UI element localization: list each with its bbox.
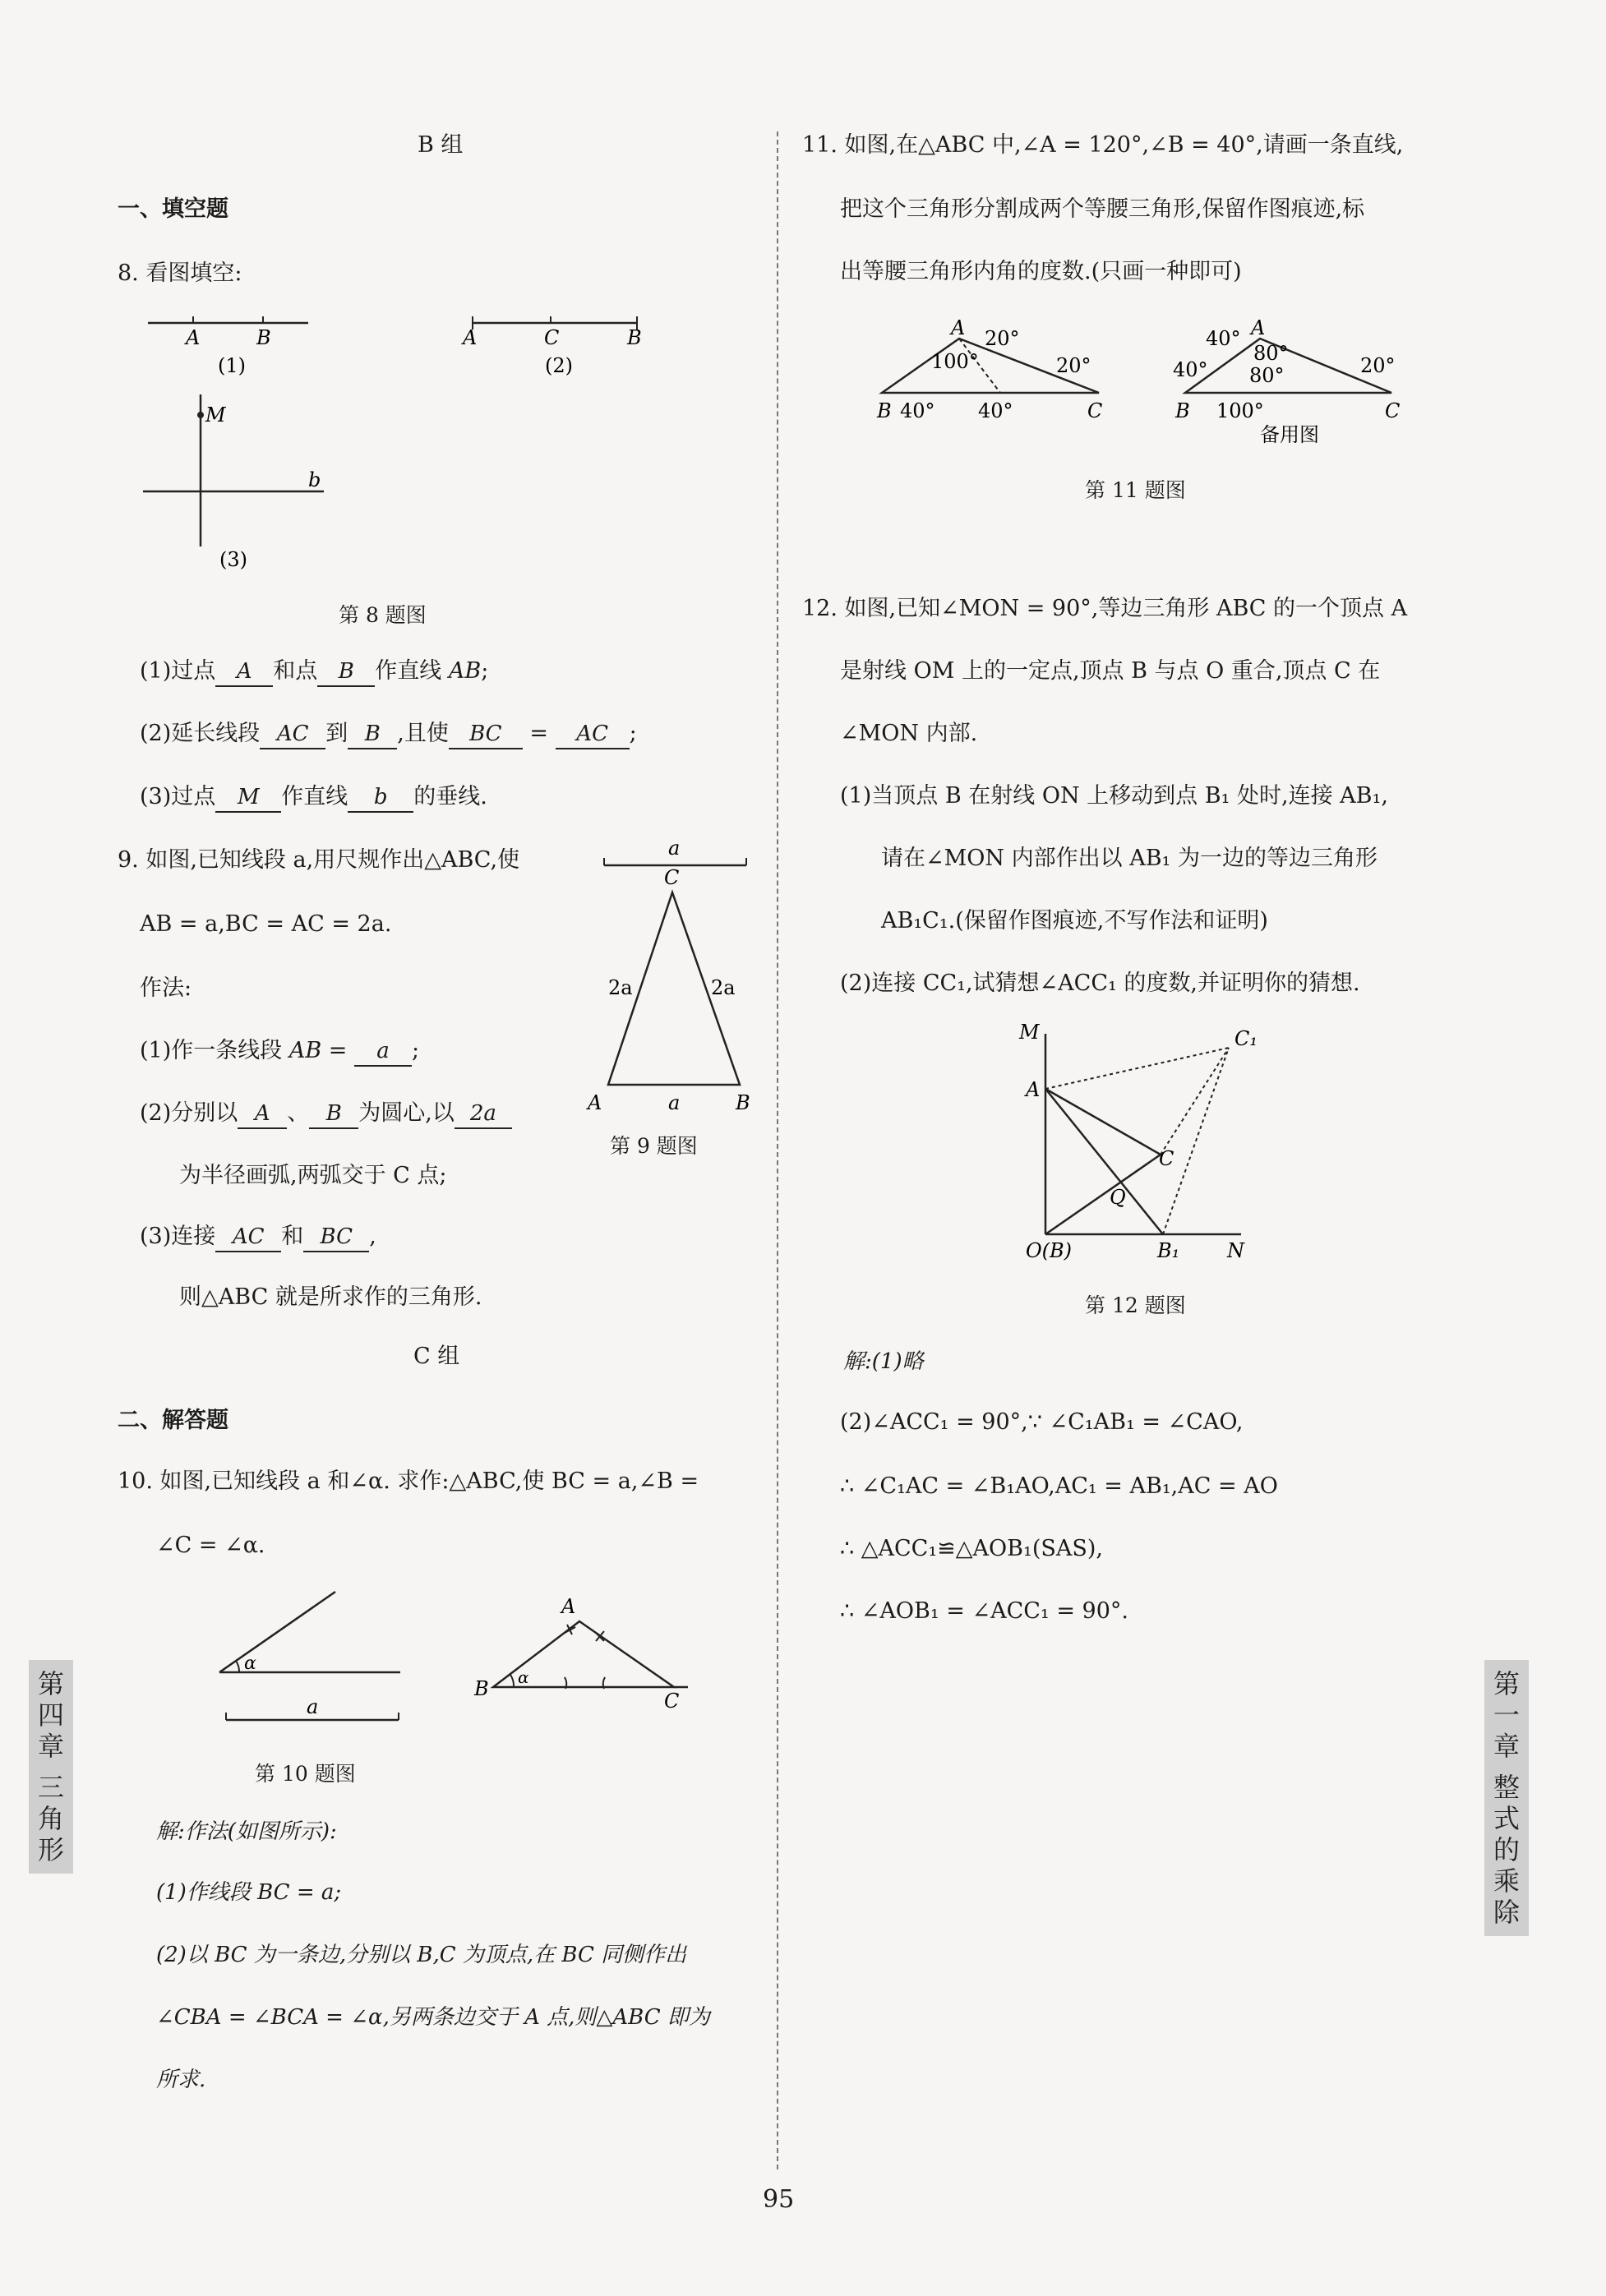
fig11-caption: 第 11 题图 — [1085, 478, 1186, 502]
side-left-char-2: 四 — [37, 1699, 64, 1731]
fig8-label-B2: B — [627, 326, 642, 349]
fig11b-angle-100: 100° — [1216, 399, 1264, 422]
group-b-heading: B 组 — [418, 132, 464, 158]
side-tab-chapter-1 — [1484, 1660, 1529, 1936]
fig11a-angle-20-right: 20° — [1056, 354, 1091, 377]
q8-part3: (3)过点 M 作直线 b 的垂线. — [140, 783, 487, 813]
fig8-caption-3: (3) — [219, 548, 247, 571]
question-10-line2: ∠C = ∠α. — [156, 1533, 265, 1558]
fig8-label-b: b — [308, 468, 321, 491]
q9-3-answer-2: BC — [303, 1223, 369, 1252]
solution-12-line2: (2)∠ACC₁ = 90°,∵ ∠C₁AB₁ = ∠CAO, — [840, 1409, 1244, 1435]
fig12-dashed-B1C1 — [1163, 1048, 1229, 1234]
fig11b-angle-40-left: 40° — [1173, 358, 1208, 381]
figure-8 — [132, 308, 658, 579]
solution-12-line5: ∴ ∠AOB₁ = ∠ACC₁ = 90°. — [840, 1598, 1128, 1624]
q8-2-answer-2: B — [348, 720, 397, 749]
fig11a-label-B: B — [877, 399, 892, 422]
side-right-char-6: 的 — [1493, 1834, 1520, 1865]
fig10-label-a: a — [307, 1695, 319, 1718]
question-9-method: 作法: — [140, 975, 192, 1001]
group-c-heading: C 组 — [413, 1344, 460, 1369]
figure-10 — [210, 1582, 703, 1746]
fig12-caption: 第 12 题图 — [1085, 1293, 1186, 1317]
fig10-caption: 第 10 题图 — [255, 1762, 356, 1786]
fig8-label-A2: A — [463, 326, 478, 349]
solution-10-line2: (1)作线段 BC = a; — [156, 1880, 342, 1905]
fig11a-label-C: C — [1087, 399, 1103, 422]
question-12-line1: 12. 如图,已知∠MON = 90°,等边三角形 ABC 的一个顶点 A — [802, 596, 1408, 621]
q9-1-answer: a — [354, 1037, 412, 1067]
side-right-char-7: 乘 — [1493, 1865, 1520, 1897]
fig12-label-C1: C₁ — [1234, 1027, 1258, 1050]
section-fill-blank: 一、填空题 — [118, 196, 228, 222]
fig10-label-alpha2: α — [518, 1667, 529, 1687]
q8-part2: (2)延长线段 AC 到 B ,且使 BC = AC ; — [140, 720, 637, 749]
q8-2-answer-1: AC — [260, 720, 325, 749]
fig11b-label-A: A — [1251, 316, 1266, 339]
q9-step3: (3)连接 AC 和 BC , — [140, 1223, 376, 1252]
fig11b-angle-40-top: 40° — [1206, 327, 1241, 350]
question-8: 8. 看图填空: — [118, 260, 242, 286]
q12-part1-line1: (1)当顶点 B 在射线 ON 上移动到点 B₁ 处时,连接 AB₁, — [840, 783, 1388, 809]
fig11b-label-B: B — [1175, 399, 1190, 422]
fig12-label-A: A — [1026, 1078, 1041, 1101]
fig10-label-A: A — [561, 1595, 576, 1618]
fig9-label-mid: a — [668, 1091, 681, 1114]
fig11b-label-C: C — [1385, 399, 1401, 422]
fig11b-angle-80-bottom: 80° — [1249, 364, 1285, 387]
question-11-line3: 出等腰三角形内角的度数.(只画一种即可) — [840, 259, 1242, 284]
question-9-line1: 9. 如图,已知线段 a,用尺规作出△ABC,使 — [118, 847, 520, 873]
fig12-label-M: M — [1019, 1021, 1040, 1044]
solution-10-line5: 所求. — [156, 2068, 206, 2092]
solution-12-line4: ∴ △ACC₁≌△AOB₁(SAS), — [840, 1536, 1103, 1561]
fig11a-angle-40-left: 40° — [900, 399, 935, 422]
fig8-caption-1: (1) — [218, 354, 246, 377]
fig8-caption: 第 8 题图 — [339, 603, 427, 627]
q8-3-answer-2: b — [348, 783, 413, 813]
solution-10-line1: 解:作法(如图所示): — [156, 1819, 337, 1844]
fig12-segment-AC — [1045, 1089, 1161, 1155]
section-answer: 二、解答题 — [118, 1408, 228, 1433]
question-11-line1: 11. 如图,在△ABC 中,∠A = 120°,∠B = 40°,请画一条直线, — [802, 132, 1404, 158]
fig9-caption: 第 9 题图 — [610, 1134, 698, 1158]
q9-2-answer-3: 2a — [455, 1100, 512, 1129]
question-10-line1: 10. 如图,已知线段 a 和∠α. 求作:△ABC,使 BC = a,∠B = — [118, 1468, 699, 1494]
side-left-char-4: 三 — [37, 1772, 64, 1803]
fig12-label-N: N — [1227, 1239, 1244, 1262]
q8-part1: (1)过点 A 和点 B 作直线 AB; — [140, 657, 488, 687]
fig10-angle-ray — [219, 1592, 335, 1672]
question-11-line2: 把这个三角形分割成两个等腰三角形,保留作图痕迹,标 — [840, 196, 1365, 222]
fig12-segment-BC — [1045, 1155, 1161, 1234]
fig11b-label-spare: 备用图 — [1260, 423, 1319, 446]
side-right-char-8: 除 — [1493, 1897, 1520, 1928]
fig12-segment-AB1 — [1045, 1089, 1163, 1234]
q9-step1: (1)作一条线段 AB = a ; — [140, 1037, 419, 1067]
fig11a-label-A: A — [951, 316, 966, 339]
q9-step2-cont: 为半径画弧,两弧交于 C 点; — [179, 1163, 447, 1188]
fig11a-angle-40-mid: 40° — [978, 399, 1013, 422]
fig8-label-A: A — [186, 326, 201, 349]
side-left-char-5: 角 — [37, 1803, 64, 1834]
fig12-dashed-AC1 — [1045, 1048, 1229, 1089]
q9-2-answer-1: A — [238, 1100, 287, 1129]
fig12-dashed-CC1 — [1161, 1048, 1229, 1155]
fig12-label-C: C — [1159, 1147, 1175, 1170]
fig12-label-O: O(B) — [1026, 1239, 1073, 1262]
page-number: 95 — [763, 2185, 795, 2214]
fig11a-angle-20-top: 20° — [985, 327, 1020, 350]
fig9-label-B: B — [736, 1091, 750, 1114]
fig9-label-C: C — [664, 866, 680, 889]
q8-3-answer-1: M — [215, 783, 281, 813]
side-left-char-3: 章 — [37, 1731, 64, 1762]
fig9-label-left: 2a — [608, 976, 633, 999]
q9-step4: 则△ABC 就是所求作的三角形. — [179, 1284, 482, 1310]
side-right-char-4: 整 — [1493, 1772, 1520, 1803]
fig11b-angle-20-right: 20° — [1360, 354, 1396, 377]
figure-9 — [584, 837, 768, 1165]
fig8-point-M — [197, 412, 204, 418]
fig9-label-A: A — [588, 1091, 602, 1114]
fig10-label-C: C — [664, 1690, 680, 1713]
q8-2-answer-4: AC — [556, 720, 630, 749]
side-right-char-2: 一 — [1493, 1699, 1520, 1731]
side-right-char-1: 第 — [1493, 1668, 1520, 1699]
solution-12-line3: ∴ ∠C₁AC = ∠B₁AO,AC₁ = AB₁,AC = AO — [840, 1473, 1278, 1499]
fig9-label-right: 2a — [711, 976, 736, 999]
q12-part1-line2: 请在∠MON 内部作出以 AB₁ 为一边的等边三角形 — [881, 846, 1378, 871]
side-tab-chapter-4 — [29, 1660, 73, 1874]
fig10-label-B: B — [474, 1677, 489, 1700]
figure-11 — [867, 316, 1410, 452]
fig10-label-alpha: α — [244, 1653, 256, 1674]
solution-12-line1: 解:(1)略 — [843, 1349, 924, 1374]
q9-3-answer-1: AC — [215, 1223, 281, 1252]
fig8-label-M: M — [205, 403, 226, 426]
fig8-label-B: B — [256, 326, 271, 349]
side-left-char-6: 形 — [37, 1834, 64, 1865]
q12-part2: (2)连接 CC₁,试猜想∠ACC₁ 的度数,并证明你的猜想. — [840, 970, 1360, 996]
fig12-label-Q: Q — [1110, 1186, 1126, 1209]
fig9-label-a-top: a — [668, 837, 681, 860]
q8-1-answer-1: A — [215, 657, 273, 687]
q9-step2: (2)分别以 A 、 B 为圆心,以 2a — [140, 1100, 512, 1129]
q12-part1-line3: AB₁C₁.(保留作图痕迹,不写作法和证明) — [881, 908, 1268, 934]
side-right-char-5: 式 — [1493, 1803, 1520, 1834]
fig11b-angle-80-top: 80° — [1253, 342, 1289, 365]
side-left-char-1: 第 — [37, 1668, 64, 1699]
question-12-line2: 是射线 OM 上的一定点,顶点 B 与点 O 重合,顶点 C 在 — [840, 658, 1381, 684]
q9-2-answer-2: B — [309, 1100, 358, 1129]
column-divider — [777, 131, 778, 2169]
side-right-char-3: 章 — [1493, 1731, 1520, 1762]
question-9-line2: AB = a,BC = AC = 2a. — [140, 911, 392, 937]
q8-2-answer-3: BC — [449, 720, 523, 749]
question-12-line3: ∠MON 内部. — [840, 721, 978, 746]
fig12-label-B1: B₁ — [1157, 1239, 1180, 1262]
q8-1-answer-2: B — [317, 657, 375, 687]
fig8-label-C2: C — [544, 326, 560, 349]
solution-10-line4: ∠CBA = ∠BCA = ∠α,另两条边交于 A 点,则△ABC 即为 — [156, 2005, 710, 2030]
figure-12 — [1011, 1019, 1282, 1266]
fig11a-angle-100: 100° — [931, 350, 979, 373]
solution-10-line3: (2)以 BC 为一条边,分别以 B,C 为顶点,在 BC 同侧作出 — [156, 1943, 687, 1967]
fig8-caption-2: (2) — [545, 354, 573, 377]
